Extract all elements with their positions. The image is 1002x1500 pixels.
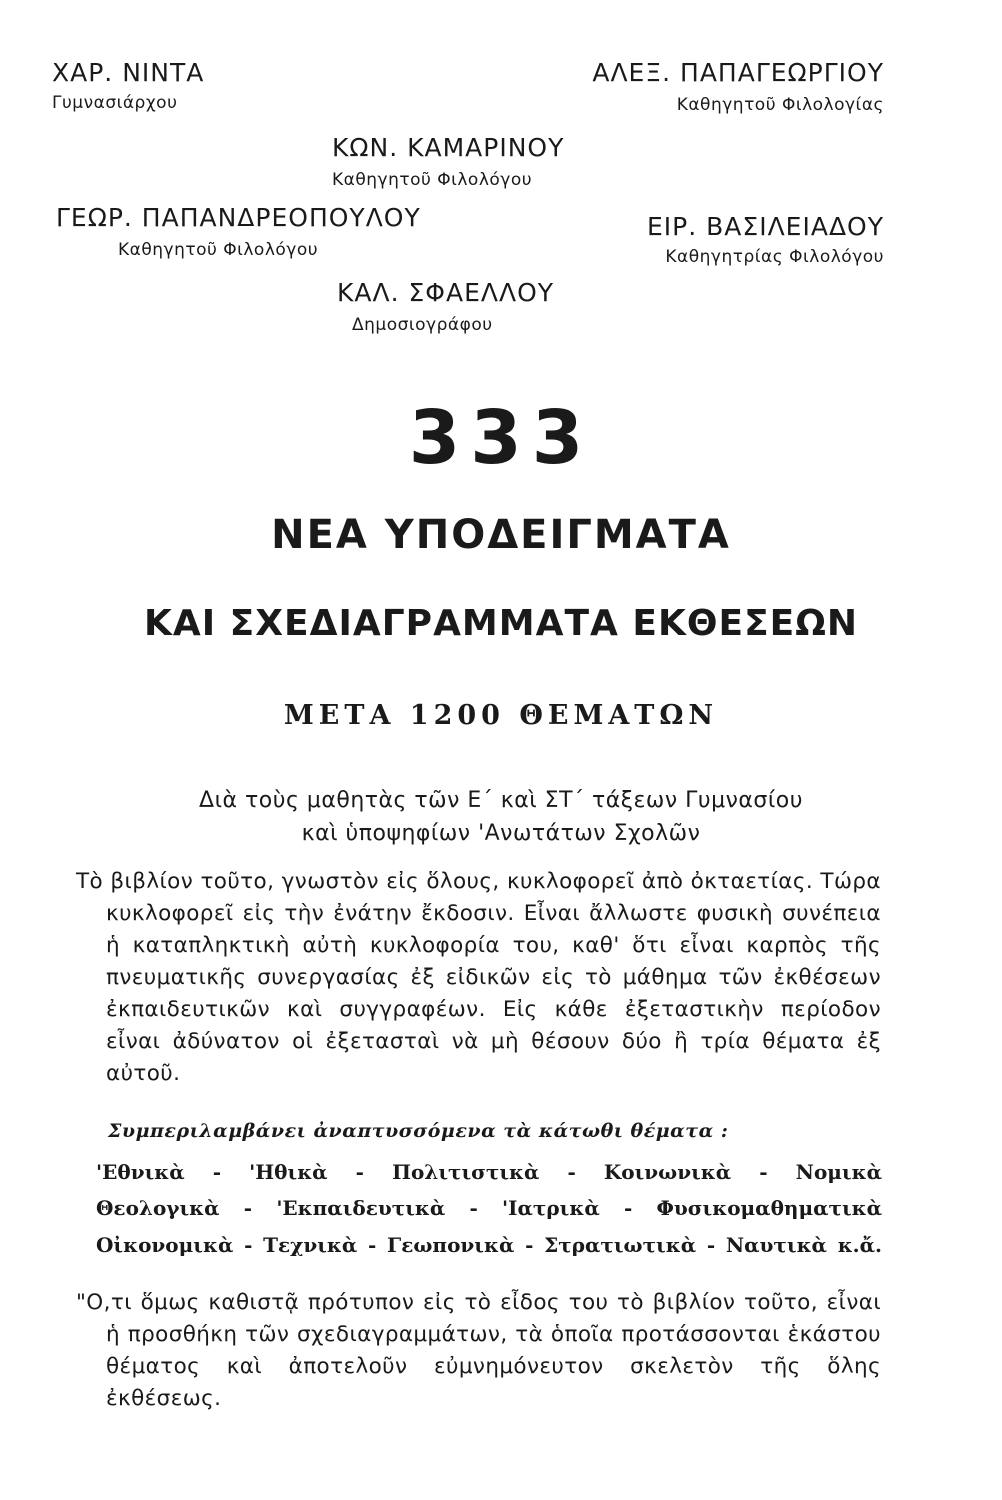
title-line-1: ΝΕΑ ΥΠΟΔΕΙΓΜΑΤΑ (271, 512, 731, 558)
author-name-5: ΕΙΡ. ΒΑΣΙΛΕΙΑΔΟΥ (647, 212, 884, 241)
author-role-4: Καθηγητοῦ Φιλολόγου (118, 240, 319, 260)
subjects-line-2: Θεολογικὰ - 'Εκπαιδευτικὰ - 'Ιατρικὰ - Φυσικομαθηματικὰ (96, 1196, 882, 1220)
author-role-5: Καθηγητρίας Φιλολόγου (665, 247, 884, 267)
author-name-2: ΑΛΕΞ. ΠΑΠΑΓΕΩΡΓΙΟΥ (592, 58, 884, 87)
subjects-line-3: Οἰκονομικὰ - Τεχνικὰ - Γεωπονικὰ - Στρατιωτικὰ - Ναυτικὰ κ.ἄ. (96, 1233, 882, 1257)
contents-heading: Συμπεριλαμβάνει ἀναπτυσσόμενα τὰ κάτωθι θέματα : (108, 1120, 729, 1142)
closing-paragraph: "Ο,τι ὅμως καθιστᾷ πρότυπον εἰς τὸ εἶδος του τὸ βιβλίον τοῦτο, εἶναι ἡ προσθήκη τῶν σχεδιαγραμμάτων, τὰ ὁποῖα προτάσσονται ἑκάστου θέματος καὶ ἀποτελοῦν εὐμνημόνευτον σκελετὸν τῆς ὅλης ἐκθέσεως. (76, 1290, 881, 1411)
audience-line-1: Διὰ τοὺς μαθητὰς τῶν Ε΄ καὶ ΣΤ΄ τάξεων Γυμνασίου (199, 788, 803, 813)
author-role-2: Καθηγητοῦ Φιλολογίας (676, 95, 884, 115)
description-paragraph: Τὸ βιβλίον τοῦτο, γνωστὸν εἰς ὅλους, κυκλοφορεῖ ἀπὸ ὀκταετίας. Τώρα κυκλοφορεῖ εἰς τὴν ἐνάτην ἔκδοσιν. Εἶναι ἄλλωστε φυσικὴ συνέπεια ἡ καταπληκτικὴ αὐτὴ κυκλοφορία του, καθ' ὅτι εἶναι καρπὸς τῆς πνευματικῆς συνεργασίας ἐξ εἰδικῶν εἰς τὸ μάθημα τῶν ἐκθέσεων ἐκπαιδευτικῶν καὶ συγγραφέων. Εἰς κάθε ἐξεταστικὴν περίοδον εἶναι ἀδύνατον οἱ ἐξετασταὶ νὰ μὴ θέσουν δύο ἢ τρία θέματα ἐξ αὐτοῦ. (76, 869, 881, 1086)
book-number: 333 (408, 395, 594, 481)
audience-line-2: καὶ ὑποψηφίων 'Ανωτάτων Σχολῶν (301, 821, 701, 846)
author-role-6: Δημοσιογράφου (352, 315, 493, 335)
author-name-6: ΚΑΛ. ΣΦΑΕΛΛΟΥ (337, 278, 555, 307)
title-line-2: ΚΑΙ ΣΧΕΔΙΑΓΡΑΜΜΑΤΑ ΕΚΘΕΣΕΩΝ (144, 603, 858, 644)
author-name-1: ΧΑΡ. ΝΙΝΤΑ (52, 58, 205, 87)
author-role-3: Καθηγητοῦ Φιλολόγου (332, 170, 533, 190)
author-role-1: Γυμνασιάρχου (52, 93, 178, 113)
author-name-4: ΓΕΩΡ. ΠΑΠΑΝΔΡΕΟΠΟΥΛΟΥ (56, 203, 421, 232)
author-name-3: ΚΩΝ. ΚΑΜΑΡΙΝΟΥ (332, 133, 565, 162)
title-line-3: ΜΕΤΑ 1200 ΘΕΜΑΤΩΝ (283, 700, 719, 731)
subjects-line-1: 'Εθνικὰ - 'Ηθικὰ - Πολιτιστικὰ - Κοινωνικὰ - Νομικὰ (96, 1160, 882, 1184)
